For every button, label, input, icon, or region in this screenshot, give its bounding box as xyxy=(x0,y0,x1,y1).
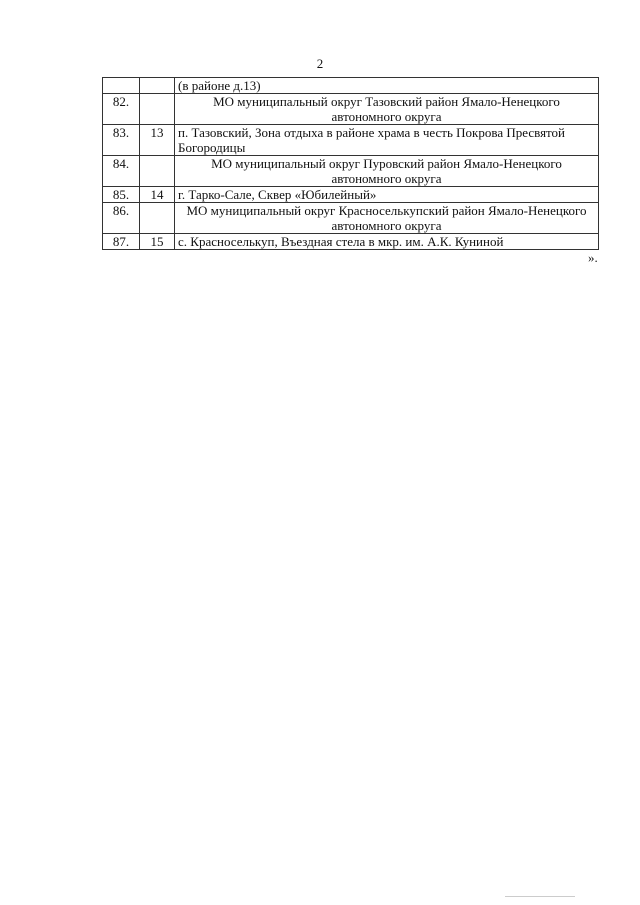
table-row xyxy=(103,94,599,125)
row-subnumber: 13 xyxy=(140,125,175,156)
table-row xyxy=(103,203,599,234)
table-row xyxy=(103,156,599,187)
row-section-title: МО муниципальный округ Красноселькупский район Ямало-Ненецкого автономного округа xyxy=(175,203,599,234)
row-number: 82. xyxy=(103,94,140,125)
row-number: 83. xyxy=(103,125,140,156)
scan-artifact-line xyxy=(505,896,575,897)
row-subnumber xyxy=(140,203,175,234)
row-number: 84. xyxy=(103,156,140,187)
row-number: 86. xyxy=(103,203,140,234)
row-subnumber xyxy=(140,94,175,125)
row-subnumber: 14 xyxy=(140,187,175,203)
row-subnumber xyxy=(140,78,175,94)
row-number: 85. xyxy=(103,187,140,203)
closing-quote-mark: ». xyxy=(588,250,598,265)
table-row xyxy=(103,234,599,250)
row-section-title: МО муниципальный округ Тазовский район Ямало-Ненецкого автономного округа xyxy=(175,94,599,125)
row-subnumber: 15 xyxy=(140,234,175,250)
locations-table xyxy=(102,77,599,250)
row-section-title: МО муниципальный округ Пуровский район Ямало-Ненецкого автономного округа xyxy=(175,156,599,187)
page-number: 2 xyxy=(316,56,324,71)
row-text: с. Красноселькуп, Въездная стела в мкр. им. А.К. Куниной xyxy=(175,234,599,250)
row-number xyxy=(103,78,140,94)
row-subnumber xyxy=(140,156,175,187)
table-row xyxy=(103,125,599,156)
row-number: 87. xyxy=(103,234,140,250)
row-text: п. Тазовский, Зона отдыха в районе храма в честь Покрова Пресвятой Богородицы xyxy=(175,125,599,156)
table-row xyxy=(103,187,599,203)
table-row xyxy=(103,78,599,94)
row-text: г. Тарко-Сале, Сквер «Юбилейный» xyxy=(175,187,599,203)
row-text: (в районе д.13) xyxy=(175,78,599,94)
